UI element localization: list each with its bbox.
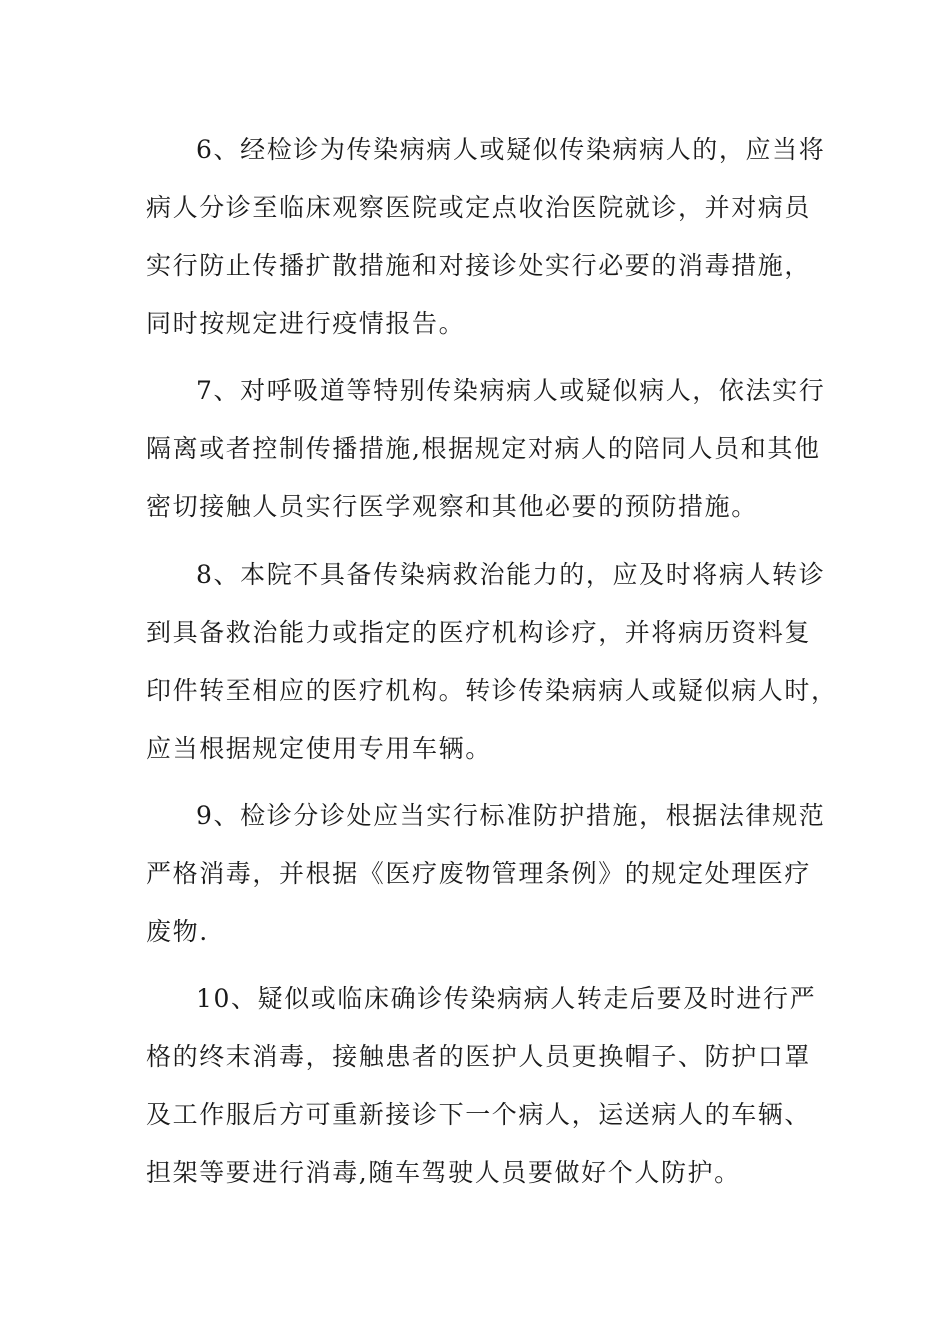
- paragraph-line: 及工作服后方可重新接诊下一个病人，运送病人的车辆、: [146, 1100, 812, 1129]
- paragraph-line: 隔离或者控制传播措施,根据规定对病人的陪同人员和其他: [146, 434, 821, 463]
- paragraph-line: 印件转至相应的医疗机构。转诊传染病病人或疑似病人时，: [146, 676, 838, 705]
- paragraph-line: 病人分诊至临床观察医院或定点收治医院就诊，并对病员: [146, 193, 812, 222]
- paragraph-line: 严格消毒，并根据《医疗废物管理条例》的规定处理医疗: [146, 859, 812, 888]
- paragraph-line: 密切接触人员实行医学观察和其他必要的预防措施。: [146, 492, 758, 521]
- paragraph-item-9: [146, 787, 826, 961]
- paragraph-line: 9、检诊分诊处应当实行标准防护措施，根据法律规范: [196, 801, 826, 830]
- paragraph-line: 10、疑似或临床确诊传染病病人转走后要及时进行严: [196, 984, 817, 1013]
- paragraph-line: 废物.: [146, 917, 209, 946]
- paragraph-line: 担架等要进行消毒,随车驾驶人员要做好个人防护。: [146, 1158, 741, 1187]
- paragraph-item-10: [146, 970, 817, 1202]
- paragraph-line: 6、经检诊为传染病病人或疑似传染病病人的，应当将: [196, 135, 826, 164]
- paragraph-line: 7、对呼吸道等特别传染病病人或疑似病人，依法实行: [196, 376, 826, 405]
- paragraph-line: 8、本院不具备传染病救治能力的，应及时将病人转诊: [196, 560, 826, 589]
- paragraph-item-6: [146, 121, 826, 353]
- paragraph-line: 应当根据规定使用专用车辆。: [146, 734, 492, 763]
- paragraph-line: 实行防止传播扩散措施和对接诊处实行必要的消毒措施，: [146, 251, 812, 280]
- paragraph-item-8: [146, 546, 838, 778]
- paragraph-item-7: [146, 362, 826, 536]
- paragraph-line: 到具备救治能力或指定的医疗机构诊疗，并将病历资料复: [146, 618, 812, 647]
- paragraph-line: 格的终末消毒，接触患者的医护人员更换帽子、防护口罩: [146, 1042, 812, 1071]
- paragraph-line: 同时按规定进行疫情报告。: [146, 309, 466, 338]
